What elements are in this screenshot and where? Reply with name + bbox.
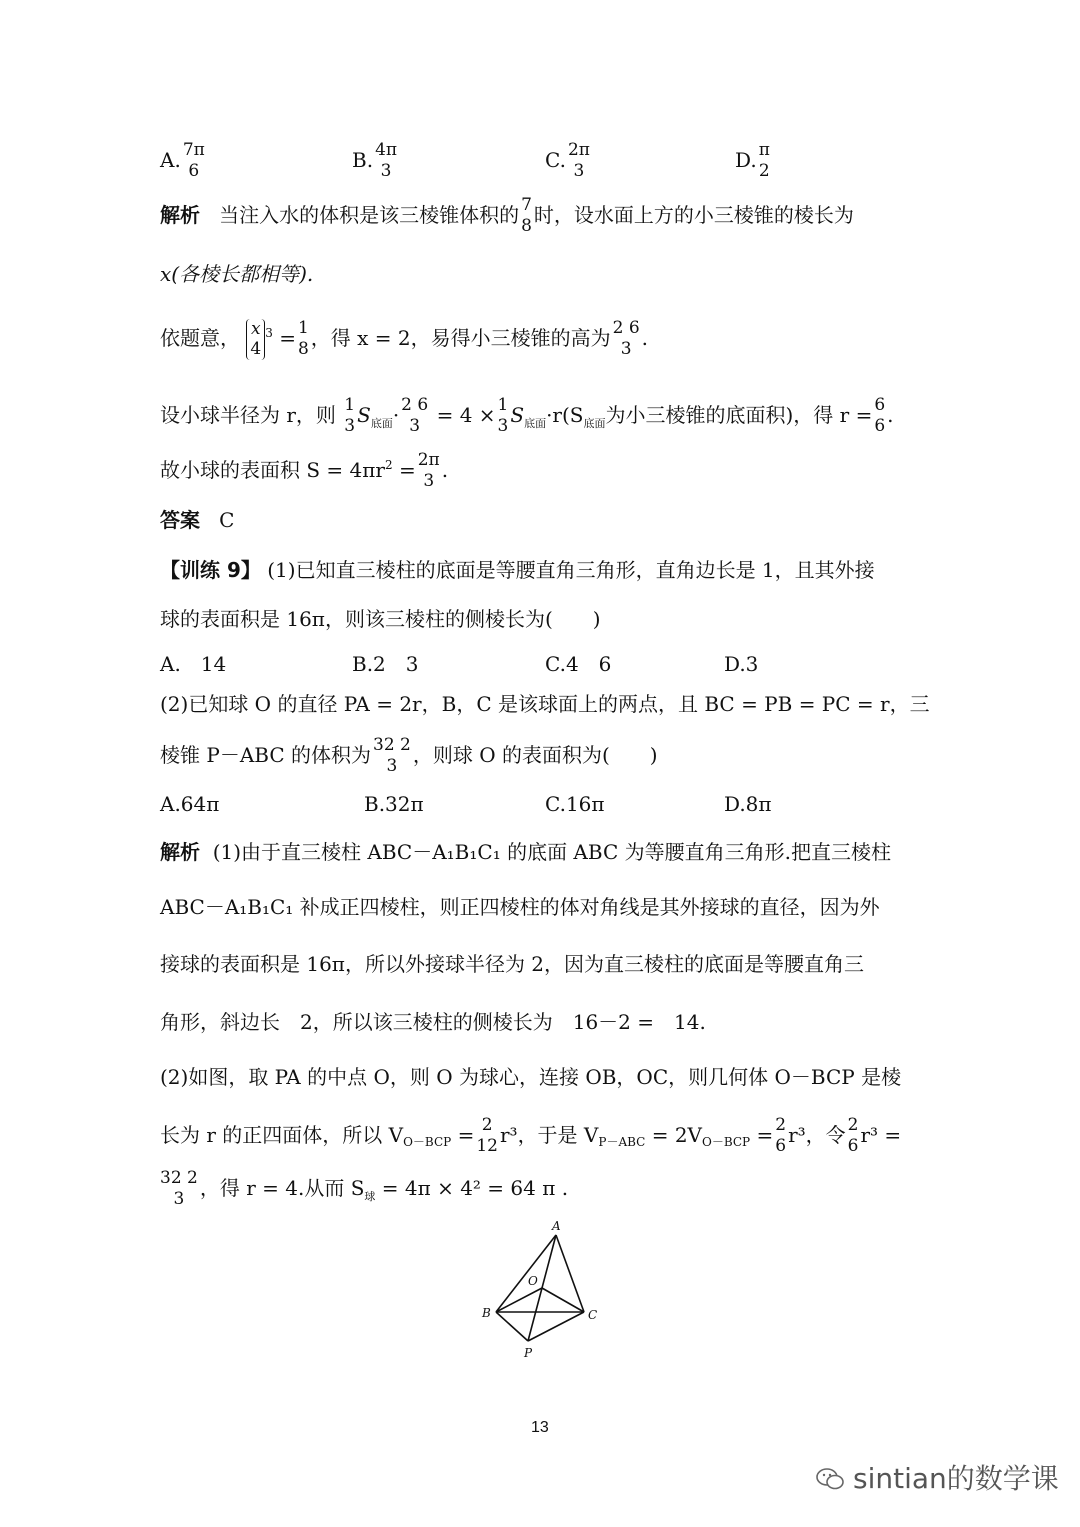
analysis-2-line-5: (2)如图，取 PA 的中点 O，则 O 为球心，连接 OB，OC，则几何体 O－BCP 是棱 [160,1065,902,1089]
option-b: B. 4π 3 [352,140,398,182]
analysis-2-line-6: 长为 r 的正四面体，所以 $V_{O-BCP}$ = 2 12 r³，于是 $V_{P-ABC} = 2V_{O-BCP}$ = 2 6 r³，令 2 6 r³ = [160,1115,902,1157]
watermark [815,1462,1059,1496]
analysis-2-line-2: ABC－A₁B₁C₁ 补成正四棱柱，则正四棱柱的体对角线是其外接球的直径，因为外 [160,895,880,919]
training-opt1-a: A. 14 [160,652,227,676]
training-line-1: 【训练 9】 (1)已知直三棱柱的底面是等腰直角三角形，直角边长是 1，且其外接 [160,558,875,582]
training-opt2-a: A.64π [160,792,220,816]
training-opt2-c: C.16π [545,792,605,816]
answer-value: C [219,508,235,532]
vertex-A-label: A [552,1219,561,1233]
training-opt1-d: D.3 [724,652,759,676]
option-c: C. 2π 3 [545,140,590,182]
analysis-1-line-3: 依题意， x 4 $^3$ = 1 8 ，得 x = 2，易得小三棱锥的高为 2 6 3 . [160,318,649,360]
edge-AC [556,1235,584,1312]
training-opt1-c: C.4 6 [545,652,612,676]
edge-OB [496,1288,542,1312]
edge-CP [528,1312,584,1341]
edge-AB [496,1235,556,1312]
edge-OC [542,1288,584,1312]
training-line-2: 球的表面积是 16π，则该三棱柱的侧棱长为( ) [160,607,601,631]
answer-line [160,508,234,532]
vertex-O-label: O [528,1274,538,1288]
option-a: A. 7π 6 [160,140,205,182]
bracket-fraction: x 4 [246,319,265,360]
answer-label: 答案 [160,508,200,532]
page-number: 13 [531,1419,549,1436]
watermark-text: sintian的数学课 [853,1462,1059,1495]
wechat-icon [815,1466,845,1492]
vertex-P-label: P [524,1346,533,1360]
analysis-2-line-3: 接球的表面积是 16π，所以外接球半径为 2，因为直三棱柱的底面是等腰直角三 [160,952,865,976]
training-opt2-b: B.32π [364,792,424,816]
analysis-1-line-5: 故小球的表面积 $S = 4\pi r^2$ = 2π 3 . [160,450,449,492]
analysis-2-label: 解析 [160,840,200,864]
tetrahedron-figure [470,1215,610,1365]
training-line-4: 棱锥 P－ABC 的体积为 32 2 3 ，则球 O 的表面积为( ) [160,735,658,777]
vertex-B-label: B [482,1306,491,1320]
analysis-1-line-4: 设小球半径为 r，则 1 3 $S_{底面}\cdot$ 2 6 3 = 4 × 1 3 $S_{底面}\cdot r(S_{底面}$为小三棱锥的底面积)，得 r = 6 6 . [160,395,894,437]
analysis-1-line-1: 解析 当注入水的体积是该三棱锥体积的 7 8 时，设水面上方的小三棱锥的棱长为 [160,195,854,237]
analysis-label: 解析 [160,202,200,227]
training-line-3: (2)已知球 O 的直径 PA = 2r，B，C 是该球面上的两点，且 BC = PB = PC = r，三 [160,692,930,716]
training-opt2-d: D.8π [724,792,772,816]
training-opt1-b: B.2 3 [352,652,419,676]
analysis-1-line-2: x(各棱长都相等). [160,262,314,286]
analysis-2-line-1: 解析 (1)由于直三棱柱 ABC－A₁B₁C₁ 的底面 ABC 为等腰直角三角形.把直三棱柱 [160,840,891,864]
training-label: 【训练 9】 [160,558,261,582]
analysis-2-line-4: 角形，斜边长 2，所以该三棱柱的侧棱长为 16－2 = 14. [160,1010,706,1034]
edge-BP [496,1312,528,1341]
option-d: D. π 2 [735,140,770,182]
vertex-C-label: C [588,1308,598,1322]
analysis-2-line-7: 32 2 3 ，得 r = 4.从而 $S_球 = 4\pi \times 4^2 = 64$ π . [160,1168,569,1210]
